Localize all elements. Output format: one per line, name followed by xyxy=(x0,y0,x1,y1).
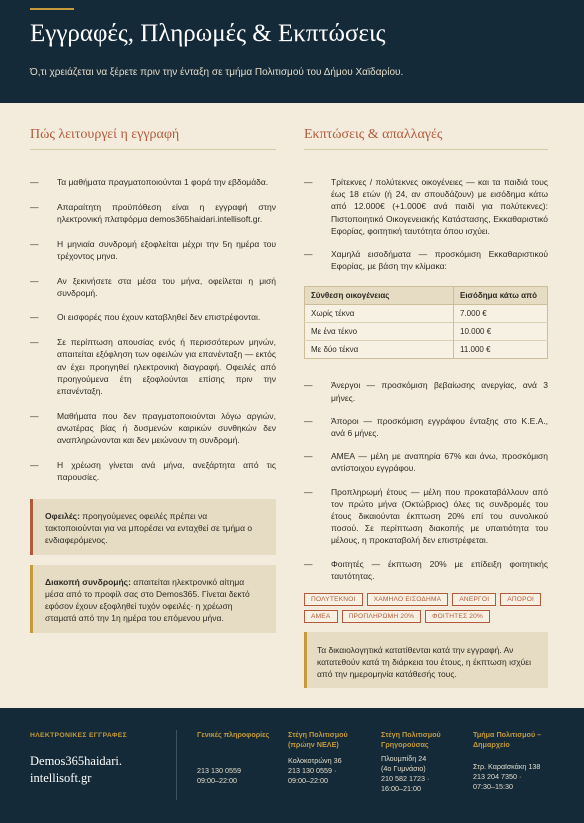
registration-section xyxy=(30,127,276,633)
list-item: — Τα μαθήματα πραγματοποιούνται 1 φορά την εβδομάδα. xyxy=(30,177,269,187)
page-header xyxy=(0,0,584,103)
page-title: Εγγραφές, Πληρωμές & Εκπτώσεις xyxy=(30,20,386,47)
list-item: — Οι εισφορές που έχουν καταβληθεί δεν επιστρέφονται. xyxy=(30,312,261,323)
footer-website-link[interactable]: Demos365haidari. intellisoft.gr xyxy=(30,754,122,785)
footer-contact-nele: Στέγη Πολιτισμού (πρώην ΝΕΛΕ) Κολοκοτρώνη 36 213 130 0559 · 09:00–22:00 xyxy=(288,730,348,785)
table-cell: 10.000 € xyxy=(454,323,548,341)
footer-contact-grigorousa: Στέγη Πολιτισμού Γρηγορούσας Πλουμπίδη 24 (4ο Γυμνάσιο) 210 582 1723 · 16:00–21:00 xyxy=(381,730,441,793)
table-header-cell: Εισόδημα κάτω από xyxy=(454,287,548,305)
tag-low-income: ΧΑΜΗΛΟ ΕΙΣΟΔΗΜΑ xyxy=(367,593,449,606)
discount-tags xyxy=(304,593,548,623)
footer-contact-townhall: Τμήμα Πολιτισμού – Δημαρχείο Στρ. Καραϊσκάκη 138 213 204 7350 · 07:30–15:30 xyxy=(473,730,542,791)
list-item: — Χαμηλά εισοδήματα — προσκόμιση Εκκαθαριστικού Εφορίας, με βάση την κλίμακα: xyxy=(304,249,548,272)
list-item: — Προπληρωμή έτους — μέλη που προκαταβάλλουν από τον πρώτο μήνα (Οκτώβριος) όλες τις συνδρομές του έτους δικαιούνται έκπτωση 20% επί του συνολικού ποσού. Σε περίπτωση διακοπής με υπαιτιότητα του μέλους, η προκαταβολή δεν επιστρέφεται. xyxy=(304,486,548,546)
debts-note-label: Οφειλές: xyxy=(45,511,80,522)
list-item: — Τρίτεκνες / πολύτεκνες οικογένειες — και τα παιδιά τους έως 18 ετών (ή 24, αν σπουδάζουν) με εισόδημα κάτω από 12.000€ (+1.000€ ανά παιδί για πολύτεκνες): Πιστοποιητικό Οικογενειακής Κατάστασης, Εκκαθαριστικό Εφορίας, φοιτητική ταυτότητα όπου ισχύει. xyxy=(304,177,548,236)
table-header-cell: Σύνθεση οικογένειας xyxy=(305,287,454,305)
documents-note: Τα δικαιολογητικά κατατίθενται κατά την εγγραφή. Αν κατατεθούν κατά τη διάρκεια του έτους, η έκπτωση ισχύει από την ημερομηνία κατάθεσής τους. xyxy=(304,632,548,688)
table-cell: Με ένα τέκνο xyxy=(305,323,454,341)
page-subtitle: Ό,τι χρειάζεται να ξέρετε πριν την ένταξη σε τμήμα Πολιτισμού του Δήμου Χαϊδαρίου. xyxy=(30,67,404,78)
income-scale-table xyxy=(304,286,548,359)
list-item: — Φοιτητές — έκπτωση 20% με επίδειξη φοιτητικής ταυτότητας. xyxy=(304,558,548,581)
table-cell: Με δύο τέκνα xyxy=(305,341,454,359)
list-item: — ΑΜΕΑ — μέλη με αναπηρία 67% και άνω, προσκόμιση αντίστοιχου εγγράφου. xyxy=(304,451,548,474)
table-header-row xyxy=(305,287,548,305)
footer-label: ΗΛΕΚΤΡΟΝΙΚΕΣ ΕΓΓΡΑΦΕΣ xyxy=(30,732,128,739)
list-item: — Η μηνιαία συνδρομή εξοφλείται μέχρι την 5η ημέρα του τρέχοντος μηνα. xyxy=(30,238,276,261)
list-item: — Άνεργοι — προσκόμιση βεβαίωσης ανεργίας, ανά 3 μήνες. xyxy=(304,380,548,403)
page-footer xyxy=(0,708,584,823)
header-accent-rule xyxy=(30,8,74,10)
pause-note xyxy=(30,565,276,633)
discounts-section xyxy=(304,127,548,688)
footer-divider xyxy=(176,730,177,800)
debts-note-text: προηγούμενες οφειλές πρέπει να τακτοποιούνται για να μπορέσει να ενταχθεί σε τμήμα ο ενδιαφερόμενος. xyxy=(45,511,253,546)
tag-students: ΦΟΙΤΗΤΕΣ 20% xyxy=(425,610,490,623)
table-cell: 11.000 € xyxy=(454,341,548,359)
list-item: — Αν ξεκινήσετε στα μέσα του μήνα, οφείλεται η μισή συνδρομή. xyxy=(30,275,276,298)
tag-unemployed: ΑΝΕΡΓΟΙ xyxy=(452,593,496,606)
tag-large-families: ΠΟΛΥΤΕΚΝΟΙ xyxy=(304,593,363,606)
registration-list xyxy=(30,176,276,483)
tag-prepayment: ΠΡΟΠΛΗΡΩΜΗ 20% xyxy=(342,610,422,623)
list-item: — Σε περίπτωση απουσίας ενός ή περισσότερων μηνών, απαιτείται εξόφληση των οφειλών για επανένταξη — εκτός αν έχει προηγηθεί ηλεκτρονική διαγραφή. Οφειλές από προηγούμενα έτη εξοφλούνται επίσης πριν την επανένταξη. xyxy=(30,337,276,396)
footer-contact-general: Γενικές πληροφορίες 213 130 0559 09:00–22:00 xyxy=(197,730,270,785)
list-item: — Άποροι — προσκόμιση εγγράφου ένταξης στο Κ.Ε.Α., ανά 6 μήνες. xyxy=(304,415,548,439)
table-row xyxy=(305,341,548,359)
list-item: — Απαραίτητη προϋπόθεση είναι η εγγραφή στην ηλεκτρονική πλατφόρμα demos365haidari.intellisoft.gr. xyxy=(30,201,276,224)
pause-note-label: Διακοπή συνδρομής: xyxy=(45,577,131,588)
discounts-list-bottom xyxy=(304,379,548,582)
discounts-list-top xyxy=(304,176,548,272)
table-row xyxy=(305,323,548,341)
tag-disabled: ΑΜΕΑ xyxy=(304,610,338,623)
debts-note xyxy=(30,499,276,555)
list-item: — Η χρέωση γίνεται ανά μήνα, ανεξάρτητα από τις παρουσίες. xyxy=(30,459,276,482)
table-cell: Χωρίς τέκνα xyxy=(305,305,454,323)
registration-title: Πώς λειτουργεί η εγγραφή xyxy=(30,127,276,150)
list-item: — Μαθήματα που δεν πραγματοποιούνται λόγω αργιών, ανωτέρας βίας ή δυσμενών καιρικών συνθηκών δεν αναπληρώνονται και δεν μειώνουν τη συνδρομή. xyxy=(30,410,276,446)
table-row xyxy=(305,305,548,323)
pause-note-text: απαιτείται ηλεκτρονικό αίτημα μέσα από το προφίλ σας στο Demos365. Γίνεται δεκτό εφόσον έχουν εξοφληθεί τυχόν οφειλές· η χρέωση σταματά από την 1η ημέρα του επόμενου μήνα. xyxy=(45,577,250,624)
table-cell: 7.000 € xyxy=(454,305,548,323)
discounts-title: Εκπτώσεις & απαλλαγές xyxy=(304,127,548,150)
tag-poor: ΑΠΟΡΟΙ xyxy=(500,593,541,606)
